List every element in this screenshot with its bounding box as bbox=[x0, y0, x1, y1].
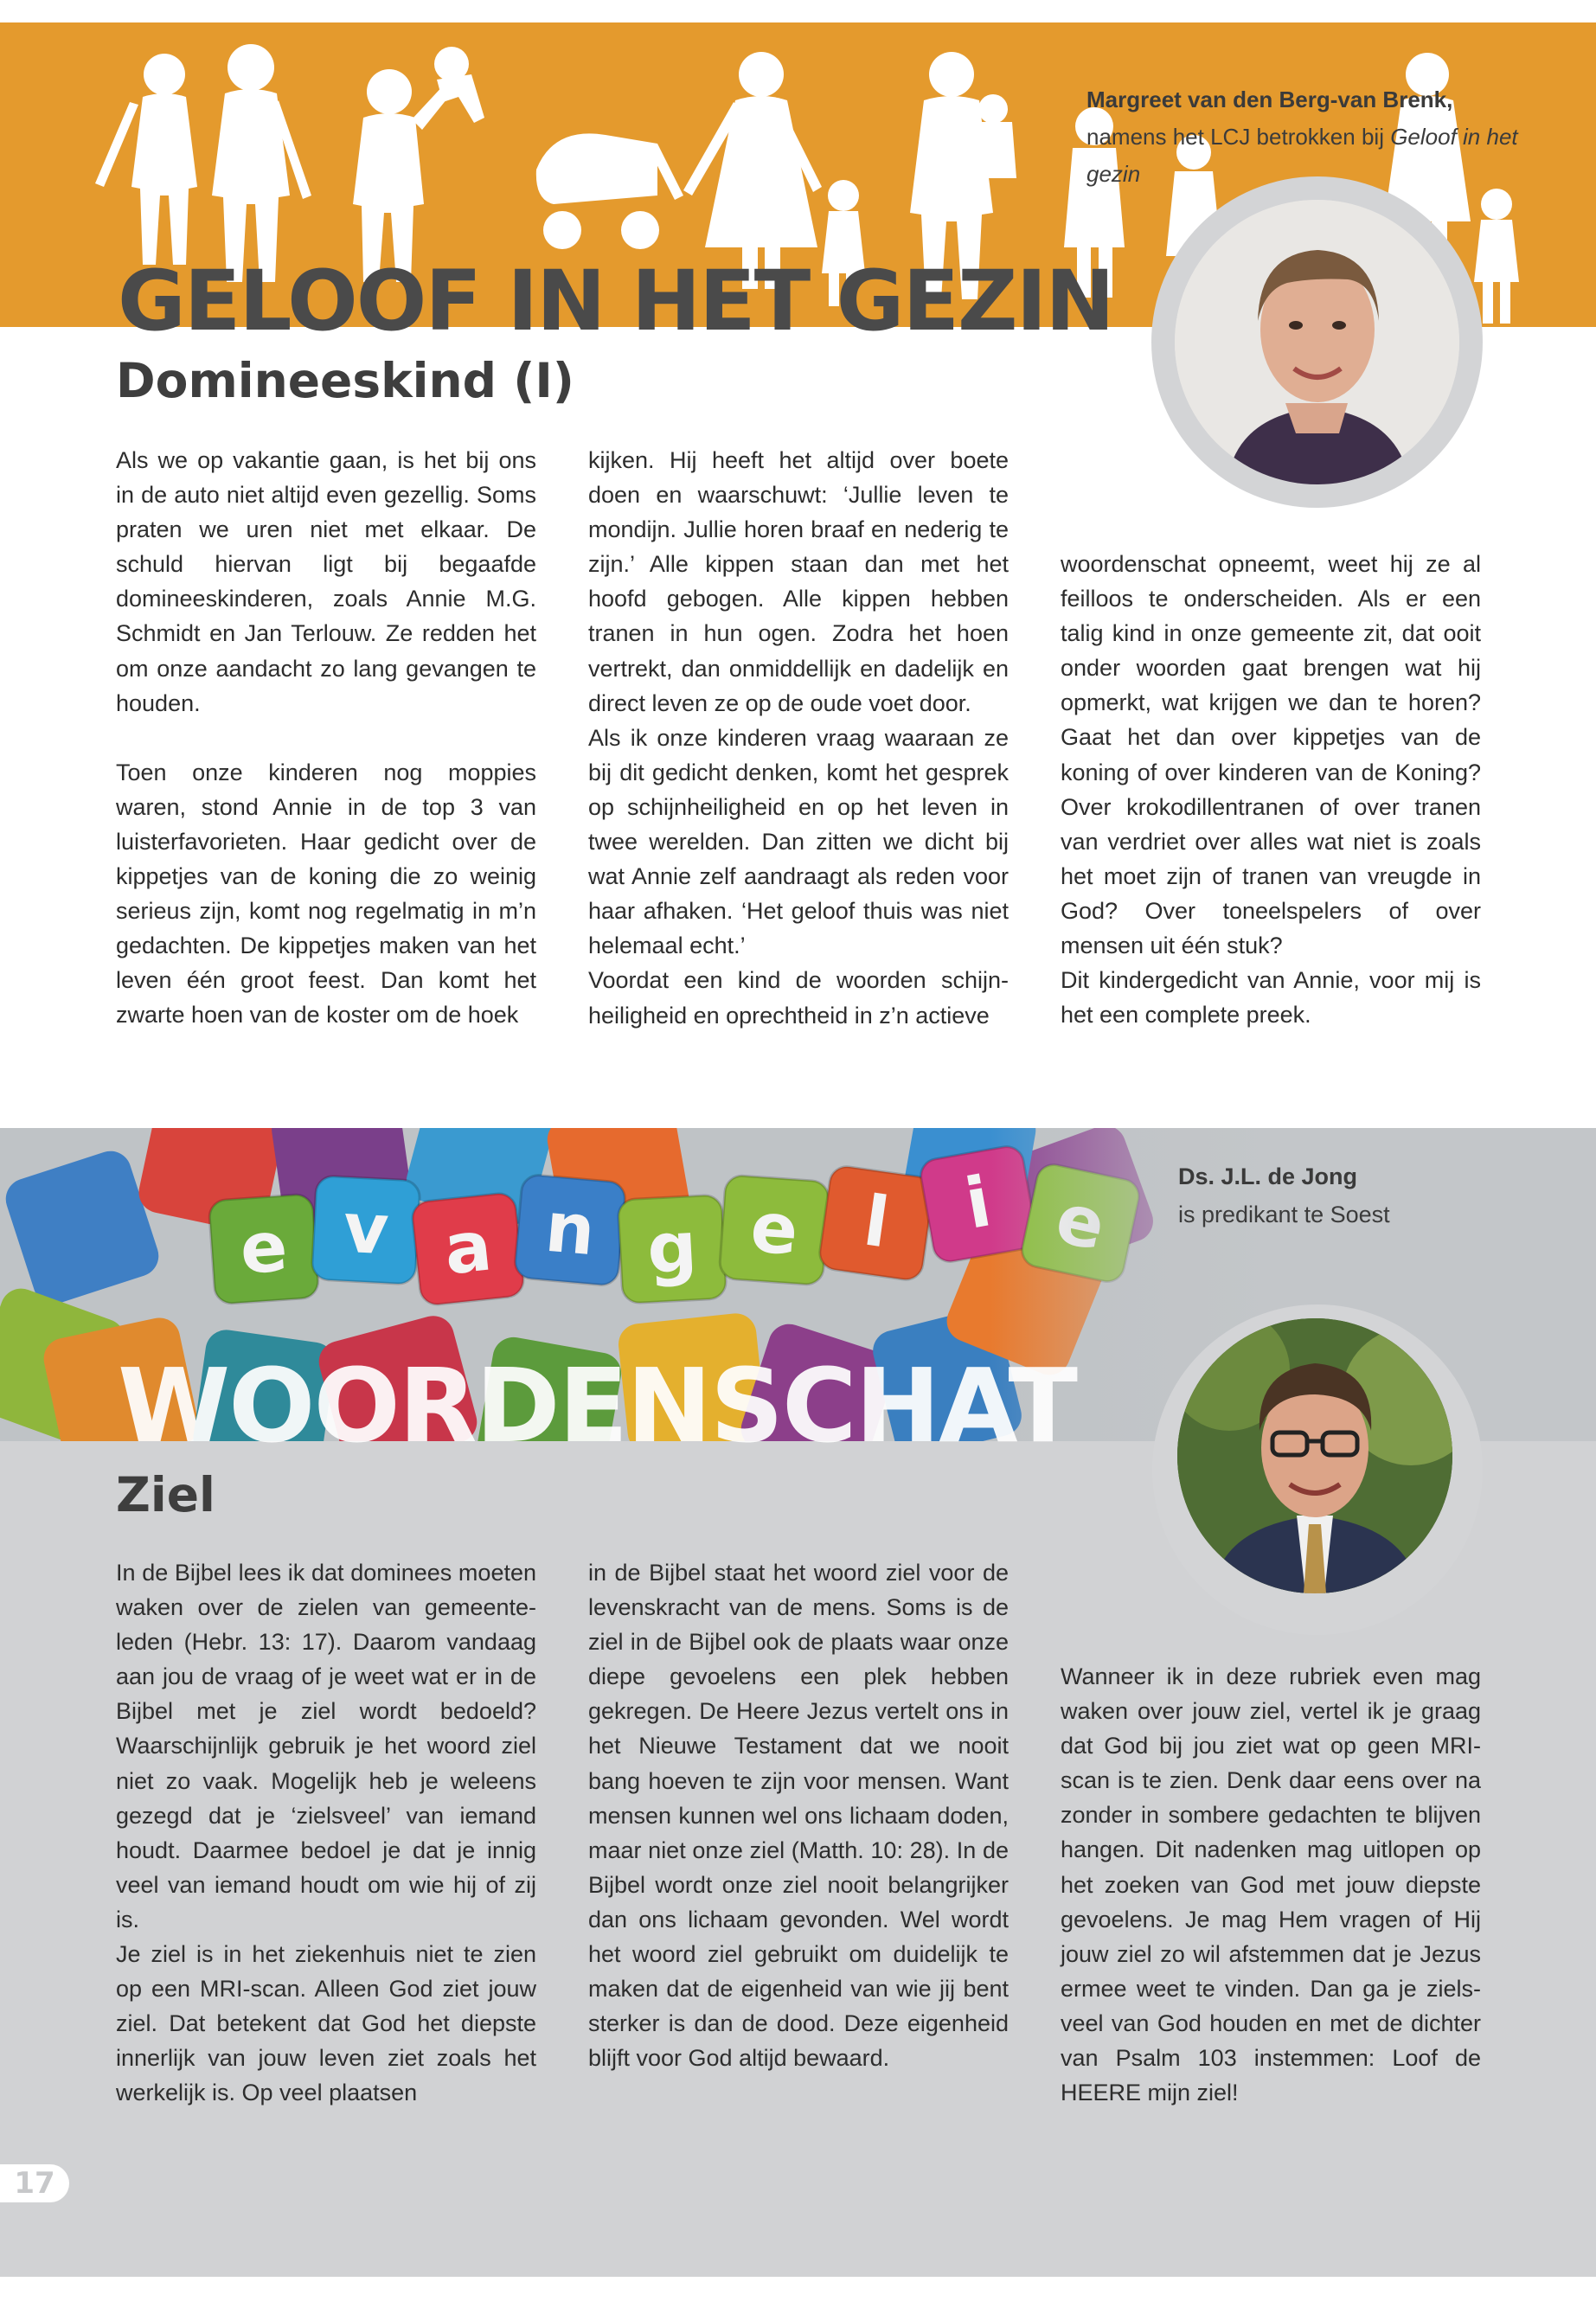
author-name: Ds. J.L. de Jong bbox=[1178, 1163, 1358, 1189]
article-subtitle-2: Ziel bbox=[116, 1467, 215, 1522]
paragraph: Dit kindergedicht van Annie, voor mij is het een complete preek. bbox=[1061, 967, 1481, 1029]
paragraph: Wanneer ik in deze rubriek even mag waken over jouw ziel, vertel ik je graag dat God bij jou ziet wat op geen MRI-scan is te zien. Denk daar eens over na zonder in sombere gedachten te blijven hangen. Dit nadenken mag uitlopen op het zoeken van God met jouw diepste gevoelens. Je mag Hem vragen of Hij jouw ziel zo wil afstemmen dat je Jezus ermee weet te vinden. Dan ga je ziels-veel van God houden en met de dichter van Psalm 103 instemmen: Loof de HEERE mijn ziel! bbox=[1061, 1663, 1481, 2106]
author-credit-2 bbox=[1178, 1157, 1542, 1234]
page-number: 17 bbox=[0, 2164, 69, 2202]
author-name: Margreet van den Berg-van Brenk, bbox=[1086, 87, 1453, 112]
paragraph: Als we op vakantie gaan, is het bij ons in de auto niet altijd even gezellig. Soms praten we uren niet met elkaar. De schuld hiervan ligt bij begaafde domineeskinderen, zoals Annie M.G. Schmidt en Jan Terlouw. Ze redden het om onze aandacht zo lang gevangen te houden. bbox=[116, 447, 536, 716]
paragraph: In de Bijbel lees ik dat dominees moeten waken over de zielen van gemeente-leden (Hebr. 13: 17). Daarom vandaag aan jou de vraag of je weet wat er in de Bijbel met je ziel wordt bedoeld? Waarschijnlijk gebruik je het woord ziel niet zo vaak. Mogelijk heb je weleens gezegd dat je ‘zielsveel’ van iemand houdt. Daarmee bedoel je dat je innig veel van iemand houdt om wie hij of zij is. bbox=[116, 1560, 536, 1932]
author-photo bbox=[1175, 200, 1459, 484]
rubric-title-geloof: GELOOF IN HET GEZIN bbox=[118, 253, 1113, 349]
article2-column-1 bbox=[116, 1555, 536, 2111]
author-photo bbox=[1177, 1318, 1452, 1593]
author-photo-frame bbox=[1152, 1304, 1483, 1635]
paragraph: Voordat een kind de woorden schijn-heiligheid en oprechtheid in z’n actieve bbox=[588, 967, 1009, 1029]
article2-column-3 bbox=[1061, 1659, 1481, 2110]
author-role: is predikant te Soest bbox=[1178, 1202, 1390, 1227]
paragraph: kijken. Hij heeft het altijd over boete doen en waarschuwt: ‘Jullie leven te mondijn. Jullie horen braaf en nederig te zijn.’ Alle kippen staan dan met het hoofd gebogen. Alle kippen hebben tranen in hun ogen. Zodra het hoen vertrekt, dan onmiddellijk en dadelijk en direct leven ze op de oude voet door. bbox=[588, 447, 1009, 716]
paragraph: in de Bijbel staat het woord ziel voor de levenskracht van de mens. Soms is de ziel in de Bijbel ook de plaats waar onze diepe gevoelens een plek hebben gekregen. De Heere Jezus vertelt ons in het Nieuwe Testament dat we nooit bang hoeven te zijn voor mensen. Want mensen kunnen wel ons lichaam doden, maar niet onze ziel (Matth. 10: 28). In de Bijbel wordt onze ziel nooit belangrijker dan ons lichaam gevonden. Wel wordt het woord ziel gebruikt om duidelijk te maken dat de eigenheid van wie jij bent sterker is dan de dood. Deze eigenheid blijft voor God altijd bewaard. bbox=[588, 1560, 1009, 2072]
rubric-title-woordenschat: WOORDENSCHAT bbox=[118, 1346, 1076, 1465]
paragraph: Je ziel is in het ziekenhuis niet te zien op een MRI-scan. Alleen God ziet jouw ziel. Dat betekent dat God het diepste innerlijk van jouw leven ziet zoals het werkelijk is. Op veel plaatsen bbox=[116, 1941, 536, 2106]
article2-column-2 bbox=[588, 1555, 1009, 2075]
paragraph: woordenschat opneemt, weet hij ze al feilloos te onderscheiden. Als er een talig kind in onze gemeente zit, dat ooit onder woorden gaat brengen wat hij opmerkt, wat krijgen we dan te horen? Gaat het dan over kippetjes van de koning of over kinderen van de Koning? Over krokodillentranen of over tranen van verdriet over alles wat niet is zoals het moet zijn of tranen van vreugde in God? Over toneelspelers of over mensen uit één stuk? bbox=[1061, 551, 1481, 959]
article1-column-2 bbox=[588, 443, 1009, 1033]
author-role: namens het LCJ betrokken bij Geloof in het gezin bbox=[1086, 124, 1518, 187]
article1-column-1 bbox=[116, 443, 536, 1033]
paragraph: Als ik onze kinderen vraag waaraan ze bij dit gedicht denken, komt het gesprek op schijnheiligheid en op het leven in twee werelden. Dan zitten we dicht bij wat Annie zelf aandraagt als reden voor haar afhaken. ‘Het geloof thuis was niet helemaal echt.’ bbox=[588, 724, 1009, 959]
paragraph: Toen onze kinderen nog moppies waren, stond Annie in de top 3 van luisterfavorieten. Haar gedicht over de kippetjes van de koning die zo weinig serieus zijn, komt nog regelmatig in m’n gedachten. De kippetjes maken van het leven één groot feest. Dan komt het zwarte hoen van de koster om de hoek bbox=[116, 759, 536, 1029]
article-subtitle-1: Domineeskind (I) bbox=[116, 353, 574, 408]
author-photo-frame bbox=[1151, 176, 1483, 508]
article1-column-3 bbox=[1061, 547, 1481, 1032]
